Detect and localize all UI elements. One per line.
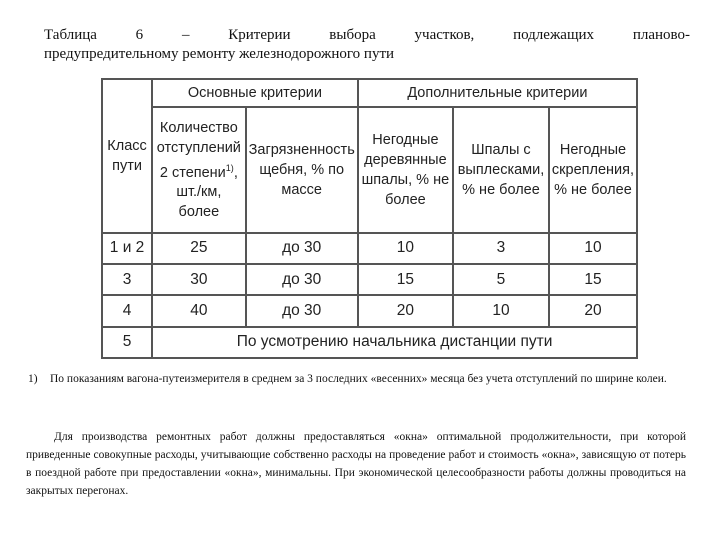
cell-bad-ties: 10 bbox=[358, 233, 453, 264]
table-row bbox=[102, 233, 637, 264]
cell-cracked-ties: 3 bbox=[453, 233, 549, 264]
cell-bad-ties: 20 bbox=[358, 295, 453, 326]
cell-bad-fasteners: 10 bbox=[549, 233, 637, 264]
header-extra-criteria: Дополнительные критерии bbox=[358, 79, 637, 107]
header-deviations-unit: шт./км, более bbox=[176, 184, 222, 221]
cell-bad-ties: 15 bbox=[358, 264, 453, 295]
criteria-table-wrap bbox=[101, 78, 638, 359]
cell-contamination: до 30 bbox=[246, 233, 358, 264]
cell-class: 3 bbox=[102, 264, 152, 295]
caption-line-2: предупредительному ремонту железнодорожного пути bbox=[44, 46, 395, 62]
footnote-marker: 1) bbox=[28, 373, 38, 385]
header-deviations-sup: 1) bbox=[225, 162, 234, 173]
header-deviations: Количество отступлений 2 степени$^{1)}$, шт./км, более bbox=[152, 107, 246, 232]
body-paragraph: Для производства ремонтных работ должны предоставляться «окна» оптимальной продолжительности, при которой приведенные совокупные расходы, учитывающие собственно расходы на проведение работ и стоимость «окна», зависящую от потерь в поездной работе при предоставлении «окна», минимальны. При экономической целесообразности работы должны проводиться на закрытых перегонах. bbox=[26, 431, 686, 497]
cell-discretion-note: По усмотрению начальника дистанции пути bbox=[152, 327, 637, 358]
table-row bbox=[102, 264, 637, 295]
footnote bbox=[28, 370, 698, 388]
cell-contamination: до 30 bbox=[246, 295, 358, 326]
caption-line-1: Таблица 6 – Критерии выбора участков, подлежащих планово- bbox=[44, 27, 690, 43]
table-row bbox=[102, 327, 637, 358]
cell-bad-fasteners: 20 bbox=[549, 295, 637, 326]
cell-deviations: 40 bbox=[152, 295, 246, 326]
header-contamination: Загрязненность щебня, % по массе bbox=[246, 107, 358, 232]
cell-class: 1 и 2 bbox=[102, 233, 152, 264]
header-track-class: Класс пути bbox=[102, 79, 152, 233]
cell-deviations: 30 bbox=[152, 264, 246, 295]
header-bad-fasteners: Негодные скрепления, % не более bbox=[549, 107, 637, 232]
header-deviations-label: Количество отступлений 2 степени bbox=[156, 119, 241, 181]
table-caption bbox=[44, 26, 690, 64]
cell-bad-fasteners: 15 bbox=[549, 264, 637, 295]
cell-class: 4 bbox=[102, 295, 152, 326]
footnote-text: По показаниям вагона-путеизмерителя в среднем за 3 последних «весенних» месяца без учета отступлений по ширине колеи. bbox=[50, 373, 667, 385]
criteria-table bbox=[101, 78, 638, 359]
cell-class: 5 bbox=[102, 327, 152, 358]
header-cracked-ties: Шпалы с выплесками, % не более bbox=[453, 107, 549, 232]
cell-contamination: до 30 bbox=[246, 264, 358, 295]
cell-cracked-ties: 10 bbox=[453, 295, 549, 326]
header-main-criteria: Основные критерии bbox=[152, 79, 358, 107]
cell-cracked-ties: 5 bbox=[453, 264, 549, 295]
cell-deviations: 25 bbox=[152, 233, 246, 264]
header-bad-ties: Негодные деревянные шпалы, % не более bbox=[358, 107, 453, 232]
table-row bbox=[102, 295, 637, 326]
